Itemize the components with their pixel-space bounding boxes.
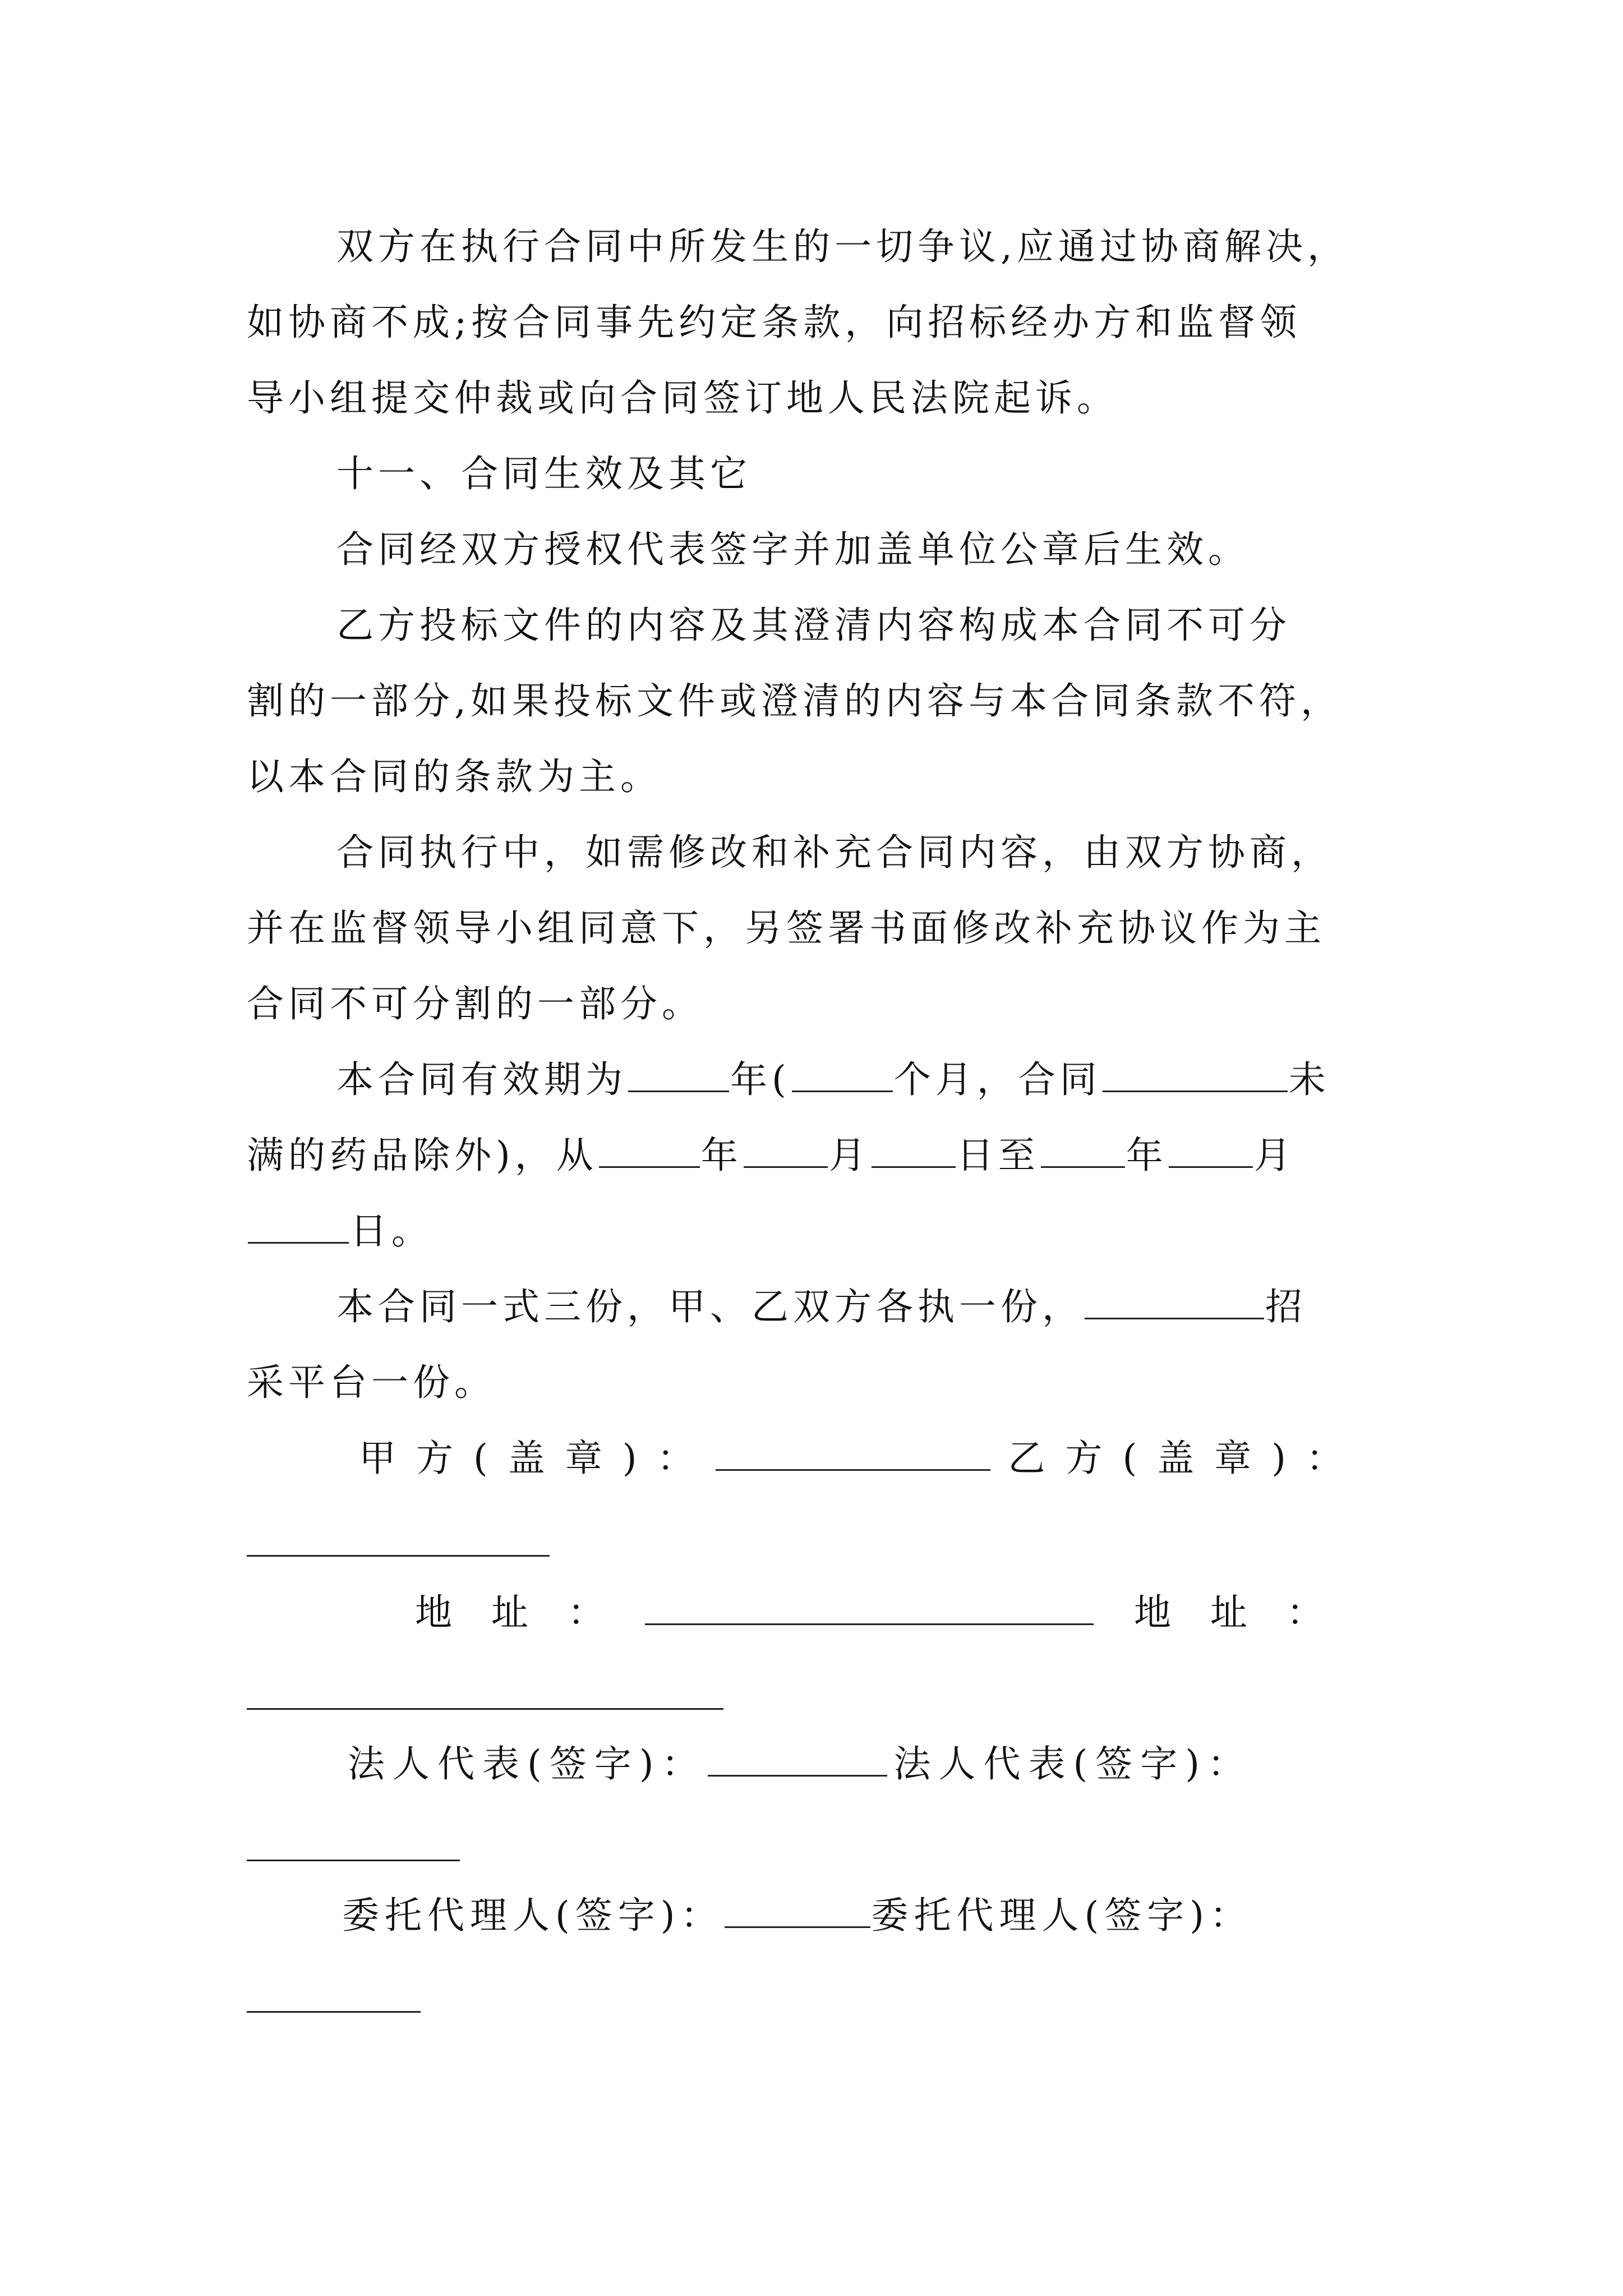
blank-years[interactable] [628,1056,729,1092]
legal-rep-b-label: 法人代表(签字)： [893,1742,1252,1786]
paragraph-validity-line1 [336,1055,1330,1105]
signature-seal-row [359,1433,1363,1484]
address-b-label: 地址： [1134,1591,1363,1634]
address-a-label: 地址： [415,1591,644,1634]
party-a-seal-label: 甲方(盖章)： [359,1437,714,1480]
paragraph-bid-docs-line1: 乙方投标文件的内容及其澄清内容构成本合同不可分 [336,604,1291,647]
validity-text-i: 年 [1126,1134,1168,1177]
paragraph-copies-line1 [336,1282,1307,1332]
copies-text-a: 本合同一式三份，甲、乙双方各执一份， [336,1285,1083,1328]
blank-end-month[interactable] [1169,1131,1253,1168]
paragraph-dispute-line1: 双方在执行合同中所发生的一切争议,应通过协商解决， [336,225,1349,268]
address-b-blank[interactable] [247,1708,723,1710]
blank-contract-item[interactable] [1103,1056,1288,1092]
blank-start-day[interactable] [872,1131,956,1168]
signature-legal-rep-row [348,1739,1252,1789]
validity-text-a: 本合同有效期为 [336,1058,627,1101]
party-b-seal-blank[interactable] [247,1555,550,1557]
paragraph-bid-docs-line2: 割的一部分,如果投标文件或澄清的内容与本合同条款不符， [247,679,1342,723]
blank-months[interactable] [792,1056,893,1092]
paragraph-dispute-line2: 如协商不成;按合同事先约定条款，向招标经办方和监督领 [247,301,1302,344]
paragraph-validity-line2 [247,1130,1295,1181]
paragraph-bid-docs-line3: 以本合同的条款为主。 [247,755,662,798]
agent-b-blank[interactable] [247,2011,421,2013]
copies-text-b: 招 [1265,1285,1307,1328]
paragraph-copies-line2: 采平台一份。 [247,1361,496,1404]
validity-text-e: 满的药品除外)，从 [247,1134,598,1177]
blank-start-month[interactable] [744,1131,828,1168]
legal-rep-b-blank[interactable] [247,1860,460,1861]
paragraph-amendment-line1: 合同执行中，如需修改和补充合同内容，由双方协商， [336,831,1332,874]
blank-start-year[interactable] [599,1131,700,1168]
signature-agent-row [342,1890,1252,1941]
address-a-blank[interactable] [645,1589,1094,1625]
legal-rep-a-label: 法人代表(签字)： [348,1742,707,1786]
validity-text-h: 日至 [956,1134,1040,1177]
agent-a-label: 委托代理人(签字)： [342,1894,723,1937]
paragraph-validity-line3 [247,1206,433,1257]
paragraph-amendment-line3: 合同不可分割的一部分。 [247,982,703,1025]
blank-platform[interactable] [1085,1283,1264,1319]
validity-text-d: 未 [1288,1058,1330,1101]
validity-text-k: 日。 [350,1209,433,1253]
validity-text-f: 年 [700,1134,743,1177]
paragraph-amendment-line2: 并在监督领导小组同意下，另签署书面修改补充协议作为主 [247,907,1326,950]
party-a-seal-blank[interactable] [716,1434,990,1471]
validity-text-j: 月 [1253,1134,1295,1177]
paragraph-effectiveness: 合同经双方授权代表签字并加盖单位公章后生效。 [336,528,1249,571]
validity-text-b: 年( [730,1058,791,1101]
blank-end-year[interactable] [1041,1131,1125,1168]
legal-rep-a-blank[interactable] [708,1740,887,1777]
agent-a-blank[interactable] [725,1892,870,1928]
section-11-title: 十一、合同生效及其它 [336,452,751,495]
agent-b-label: 委托代理人(签字)： [871,1894,1252,1937]
signature-address-row [415,1588,1363,1638]
paragraph-dispute-line3: 导小组提交仲裁或向合同签订地人民法院起诉。 [247,376,1118,420]
blank-end-day[interactable] [248,1207,349,1244]
party-b-seal-label: 乙方(盖章)： [1008,1437,1363,1480]
validity-text-g: 月 [828,1134,870,1177]
validity-text-c: 个月，合同 [893,1058,1101,1101]
